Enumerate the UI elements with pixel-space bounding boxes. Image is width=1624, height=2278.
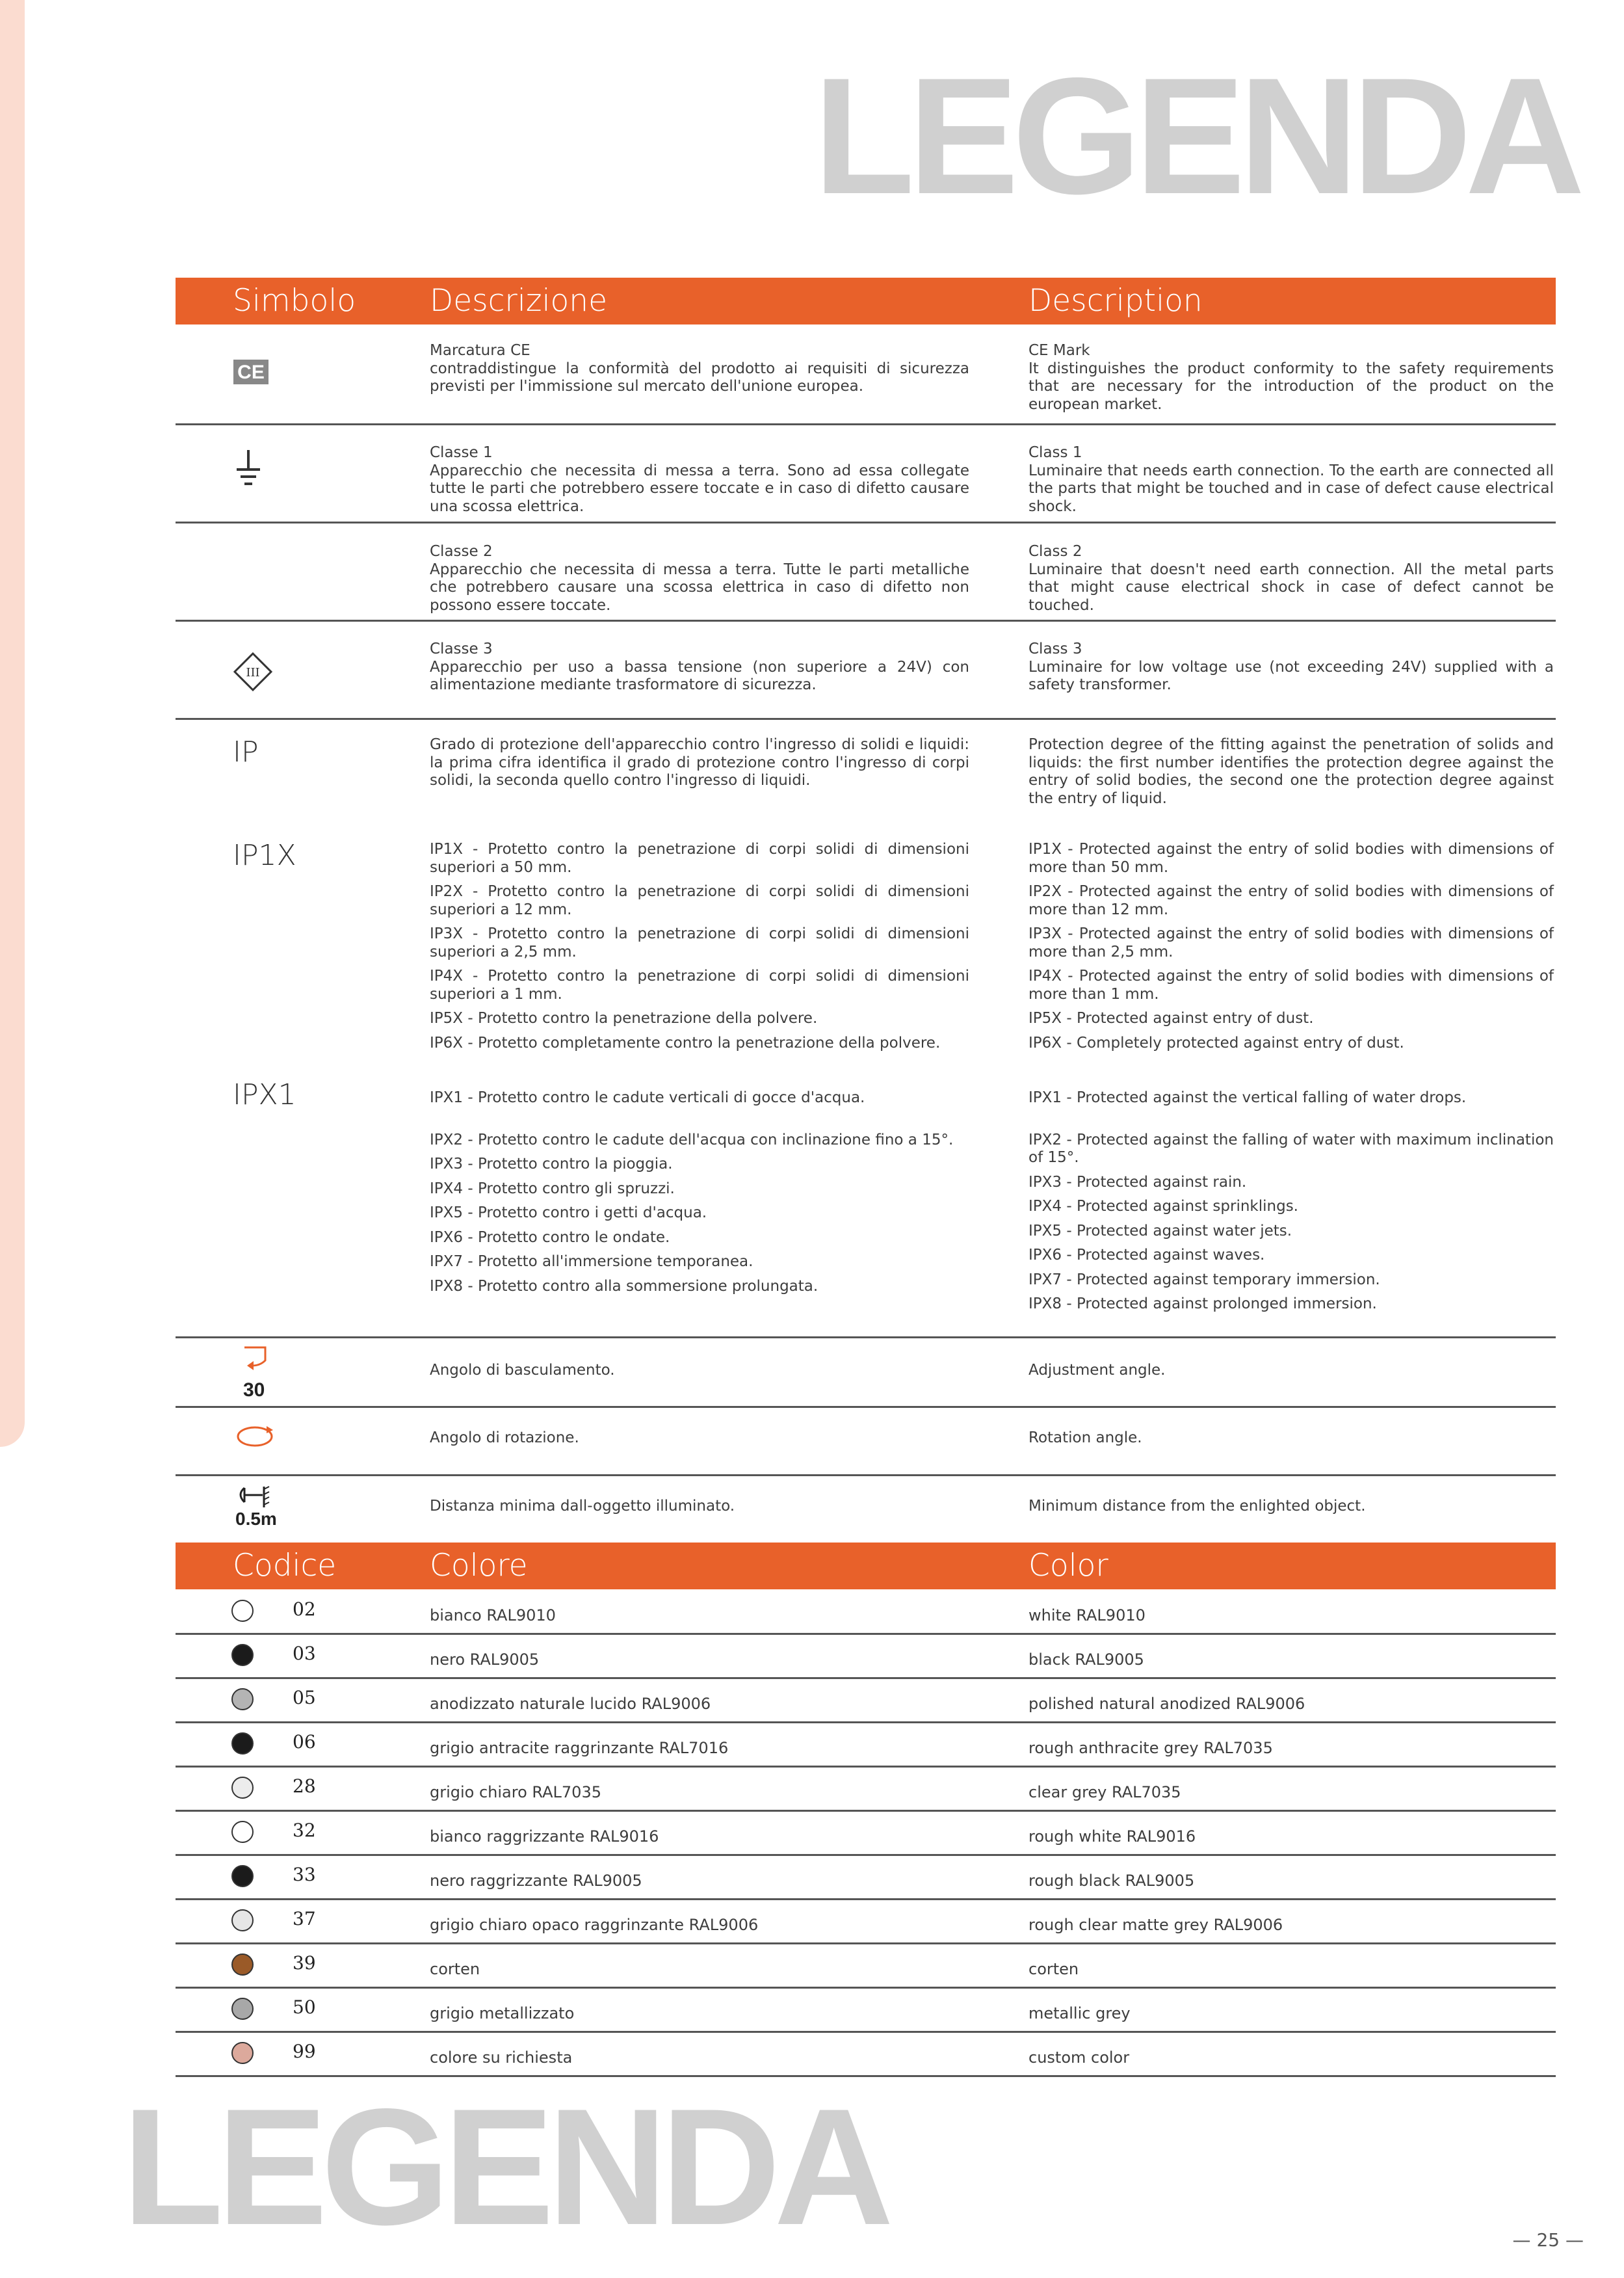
ip-liquid-item: IPX4 - Protected against sprinklings. (1028, 1198, 1298, 1215)
class1-title-it: Classe 1 (430, 444, 493, 461)
color-name-it: nero raggrizzante RAL9005 (430, 1872, 642, 1890)
color-row (176, 1900, 1556, 1944)
color-swatch (231, 1821, 254, 1843)
color-name-it: colore su richiesta (430, 2048, 573, 2067)
class2-title-it: Classe 2 (430, 543, 493, 560)
ip-solid-item: IP6X - Completely protected against entry of dust. (1028, 1034, 1404, 1052)
color-swatch (231, 1909, 254, 1931)
min-distance-icon (235, 1485, 272, 1509)
class-3-diamond-icon (233, 652, 273, 692)
symbol-row-rotation-angle (176, 1408, 1556, 1476)
class1-description-it (430, 444, 969, 516)
class3-text-en: Luminaire for low voltage use (not exceeding 24V) supplied with a safety transformer. (1028, 658, 1554, 693)
color-name-en: black RAL9005 (1028, 1650, 1144, 1669)
ip-liquid-item: IPX3 - Protetto contro la pioggia. (430, 1156, 673, 1172)
color-name-it: anodizzato naturale lucido RAL9006 (430, 1695, 711, 1713)
class2-description-it (430, 543, 969, 615)
ip-solid-item: IP5X - Protetto contro la penetrazione della polvere. (430, 1010, 818, 1027)
color-row (176, 1944, 1556, 1989)
ip-liquid-item: IPX7 - Protected against temporary immersion. (1028, 1271, 1380, 1288)
ce-description-it (430, 342, 969, 396)
earth-ground-icon (234, 449, 263, 490)
color-name-en: polished natural anodized RAL9006 (1028, 1695, 1305, 1713)
side-decoration-band (0, 0, 25, 1447)
class2-text-it: Apparecchio che necessita di messa a terra. Tutte le parti metalliche che potrebbero causare una scossa elettrica in caso di difetto non possono essere toccate. (430, 561, 969, 614)
class1-text-en: Luminaire that needs earth connection. To the earth are connected all the parts that might be touched and in case of defect cause electrical shock. (1028, 462, 1554, 515)
ip-liquids-list-en (1028, 1089, 1554, 1314)
class2-description-en (1028, 543, 1554, 615)
color-swatch (231, 1998, 254, 2020)
color-row (176, 2033, 1556, 2077)
ip-solid-item: IP1X - Protected against the entry of solid bodies with dimensions of more than 50 mm. (1028, 841, 1554, 876)
symbol-row-class3 (176, 622, 1556, 720)
class1-description-en (1028, 444, 1554, 516)
color-code: 33 (293, 1864, 316, 1885)
ip-solid-item: IP5X - Protected against entry of dust. (1028, 1010, 1314, 1027)
header-color-en: Color (1028, 1548, 1108, 1583)
color-code: 32 (293, 1820, 316, 1841)
ip-liquid-item: IPX6 - Protetto contro le ondate. (430, 1228, 670, 1246)
color-swatch (231, 1954, 254, 1976)
color-name-it: grigio antracite raggrinzante RAL7016 (430, 1739, 729, 1757)
color-row (176, 1768, 1556, 1812)
color-row (176, 1856, 1556, 1900)
symbol-row-class1 (176, 425, 1556, 523)
class1-title-en: Class 1 (1028, 444, 1082, 461)
rotation-angle-en: Rotation angle. (1028, 1429, 1142, 1446)
color-table-header (176, 1543, 1556, 1589)
color-code: 03 (293, 1643, 316, 1664)
color-name-it: grigio metallizzato (430, 2004, 575, 2022)
color-name-en: rough black RAL9005 (1028, 1872, 1195, 1890)
color-code: 28 (293, 1775, 316, 1797)
color-name-it: nero RAL9005 (430, 1650, 540, 1669)
tilt-angle-en: Adjustment angle. (1028, 1362, 1166, 1379)
color-row (176, 1812, 1556, 1856)
ip-intro-en: Protection degree of the fitting against the penetration of solids and liquids: the first number identifies the protection degree against the entry of solid bodies, the second one the protection degree against the entry of liquid. (1028, 736, 1554, 807)
color-row (176, 1591, 1556, 1635)
color-swatch (231, 1732, 254, 1755)
color-code: 39 (293, 1952, 316, 1974)
ip-label: IP (233, 735, 259, 769)
color-name-en: corten (1028, 1960, 1079, 1978)
ce-text-en: It distinguishes the product conformity to the safety requirements that are necessary for the introduction of the product on the european market. (1028, 360, 1554, 413)
class3-description-en (1028, 641, 1554, 695)
ip-liquids-list-it (430, 1089, 969, 1295)
ip-liquid-item: IPX5 - Protected against water jets. (1028, 1222, 1292, 1239)
symbol-row-class2 (176, 523, 1556, 622)
rotation-angle-icon (234, 1424, 276, 1450)
color-row (176, 1679, 1556, 1723)
symbol-row-min-distance (176, 1476, 1556, 1541)
symbol-table-header (176, 278, 1556, 324)
class2-text-en: Luminaire that doesn't need earth connection. All the metal parts that might cause electrical shock in case of defect cannot be touched. (1028, 561, 1554, 614)
color-name-it: corten (430, 1960, 480, 1978)
ip-intro-it: Grado di protezione dell'apparecchio contro l'ingresso di solidi e liquidi: la prima cifra identifica il grado di protezione contro l'ingresso di corpi solidi, la seconda quello contro l'ingresso di liquidi. (430, 736, 969, 789)
min-distance-value: 0.5m (235, 1509, 277, 1529)
page-number-value: 25 (1536, 2229, 1560, 2251)
class3-title-en: Class 3 (1028, 641, 1082, 657)
ip-liquid-item: IPX2 - Protetto contro le cadute dell'acqua con inclinazione fino a 15°. (430, 1131, 954, 1148)
color-swatch (231, 2042, 254, 2064)
color-name-it: grigio chiaro opaco raggrinzante RAL9006 (430, 1916, 759, 1934)
ip-liquid-item: IPX1 - Protetto contro le cadute verticali di gocce d'acqua. (430, 1089, 865, 1106)
svg-text:CE: CE (237, 362, 265, 383)
ip-liquid-item: IPX3 - Protected against rain. (1028, 1173, 1247, 1191)
color-name-en: custom color (1028, 2048, 1130, 2067)
ce-mark-icon (233, 359, 269, 385)
color-name-en: clear grey RAL7035 (1028, 1783, 1181, 1801)
ce-description-en (1028, 342, 1554, 414)
class1-text-it: Apparecchio che necessita di messa a terra. Sono ad essa collegate tutte le parti che potrebbero essere toccate e in caso di difetto causare una scossa elettrica. (430, 462, 969, 515)
color-swatch (231, 1688, 254, 1710)
symbol-row-ip (176, 720, 1556, 1338)
rotation-angle-it: Angolo di rotazione. (430, 1429, 579, 1446)
ip-liquid-item: IPX5 - Protetto contro i getti d'acqua. (430, 1204, 707, 1221)
page-footer-title: LEGENDA (122, 2074, 887, 2260)
page-number: — 25 — (1512, 2229, 1584, 2251)
color-name-it: bianco RAL9010 (430, 1606, 556, 1624)
header-symbol: Simbolo (233, 283, 356, 319)
ip-solid-item: IP6X - Protetto completamente contro la penetrazione della polvere. (430, 1034, 941, 1052)
ip-solid-item: IP3X - Protected against the entry of solid bodies with dimensions of more than 2,5 mm. (1028, 925, 1554, 960)
class3-title-it: Classe 3 (430, 641, 493, 657)
tilt-angle-icon (241, 1344, 270, 1371)
ip-liquid-item: IPX4 - Protetto contro gli spruzzi. (430, 1180, 675, 1197)
color-row (176, 1723, 1556, 1768)
header-description-en: Description (1028, 283, 1203, 319)
ce-title-en: CE Mark (1028, 342, 1090, 359)
color-name-en: rough clear matte grey RAL9006 (1028, 1916, 1283, 1934)
symbol-row-tilt-angle (176, 1338, 1556, 1408)
class3-text-it: Apparecchio per uso a bassa tensione (non superiore a 24V) con alimentazione mediante trasformatore di sicurezza. (430, 658, 969, 693)
ip-solid-item: IP2X - Protected against the entry of solid bodies with dimensions of more than 12 mm. (1028, 883, 1554, 918)
color-name-it: grigio chiaro RAL7035 (430, 1783, 601, 1801)
ip-solids-list-en (1028, 841, 1554, 1052)
color-code: 02 (293, 1598, 316, 1620)
color-row (176, 1635, 1556, 1679)
color-code: 06 (293, 1731, 316, 1753)
color-swatch (231, 1644, 254, 1666)
header-code: Codice (233, 1548, 337, 1583)
ip-solid-item: IP1X - Protetto contro la penetrazione di corpi solidi di dimensioni superiori a 50 mm. (430, 841, 969, 876)
color-code: 50 (293, 1996, 316, 2018)
class-3-icon-text: III (246, 666, 260, 680)
ip-solids-list-it (430, 841, 969, 1052)
tilt-angle-it: Angolo di basculamento. (430, 1362, 615, 1379)
ip-liquid-item: IPX2 - Protected against the falling of water with maximum inclination of 15°. (1028, 1131, 1554, 1166)
color-name-it: bianco raggrizzante RAL9016 (430, 1827, 659, 1846)
ip-solid-item: IP4X - Protected against the entry of solid bodies with dimensions of more than 1 mm. (1028, 968, 1554, 1003)
ip-solid-item: IP4X - Protetto contro la penetrazione di corpi solidi di dimensioni superiori a 1 mm. (430, 968, 969, 1003)
ip-liquid-item: IPX1 - Protected against the vertical falling of water drops. (1028, 1089, 1467, 1106)
color-name-en: rough anthracite grey RAL7035 (1028, 1739, 1273, 1757)
color-swatch (231, 1865, 254, 1887)
ip-liquid-item: IPX8 - Protected against prolonged immersion. (1028, 1295, 1377, 1312)
color-name-en: rough white RAL9016 (1028, 1827, 1196, 1846)
color-name-en: metallic grey (1028, 2004, 1131, 2022)
page-title: LEGENDA (813, 44, 1578, 229)
header-color-it: Colore (430, 1548, 528, 1583)
color-name-en: white RAL9010 (1028, 1606, 1146, 1624)
ipx1-label: IPX1 (233, 1078, 296, 1111)
color-code: 99 (293, 2041, 316, 2062)
ce-text-it: contraddistingue la conformità del prodotto ai requisiti di sicurezza previsti per l'immissione sul mercato dell'unione europea. (430, 360, 969, 395)
ip1x-label: IP1X (233, 839, 296, 872)
color-swatch (231, 1600, 254, 1622)
ip-solid-item: IP2X - Protetto contro la penetrazione di corpi solidi di dimensioni superiori a 12 mm. (430, 883, 969, 918)
color-code: 37 (293, 1908, 316, 1929)
ip-liquid-item: IPX6 - Protected against waves. (1028, 1247, 1265, 1264)
symbol-row-ce (176, 324, 1556, 425)
ip-liquid-item: IPX8 - Protetto contro alla sommersione prolungata. (430, 1277, 819, 1295)
ip-solid-item: IP3X - Protetto contro la penetrazione di corpi solidi di dimensioni superiori a 2,5 mm. (430, 925, 969, 960)
tilt-angle-value: 30 (243, 1379, 265, 1401)
color-row (176, 1989, 1556, 2033)
ce-title-it: Marcatura CE (430, 342, 530, 359)
color-swatch (231, 1777, 254, 1799)
color-code: 05 (293, 1687, 316, 1708)
class2-title-en: Class 2 (1028, 543, 1082, 560)
header-description-it: Descrizione (430, 283, 608, 319)
class3-description-it (430, 641, 969, 695)
min-distance-en: Minimum distance from the enlighted object. (1028, 1498, 1366, 1515)
min-distance-it: Distanza minima dall-oggetto illuminato. (430, 1498, 735, 1515)
ip-liquid-item: IPX7 - Protetto all'immersione temporanea. (430, 1253, 753, 1270)
